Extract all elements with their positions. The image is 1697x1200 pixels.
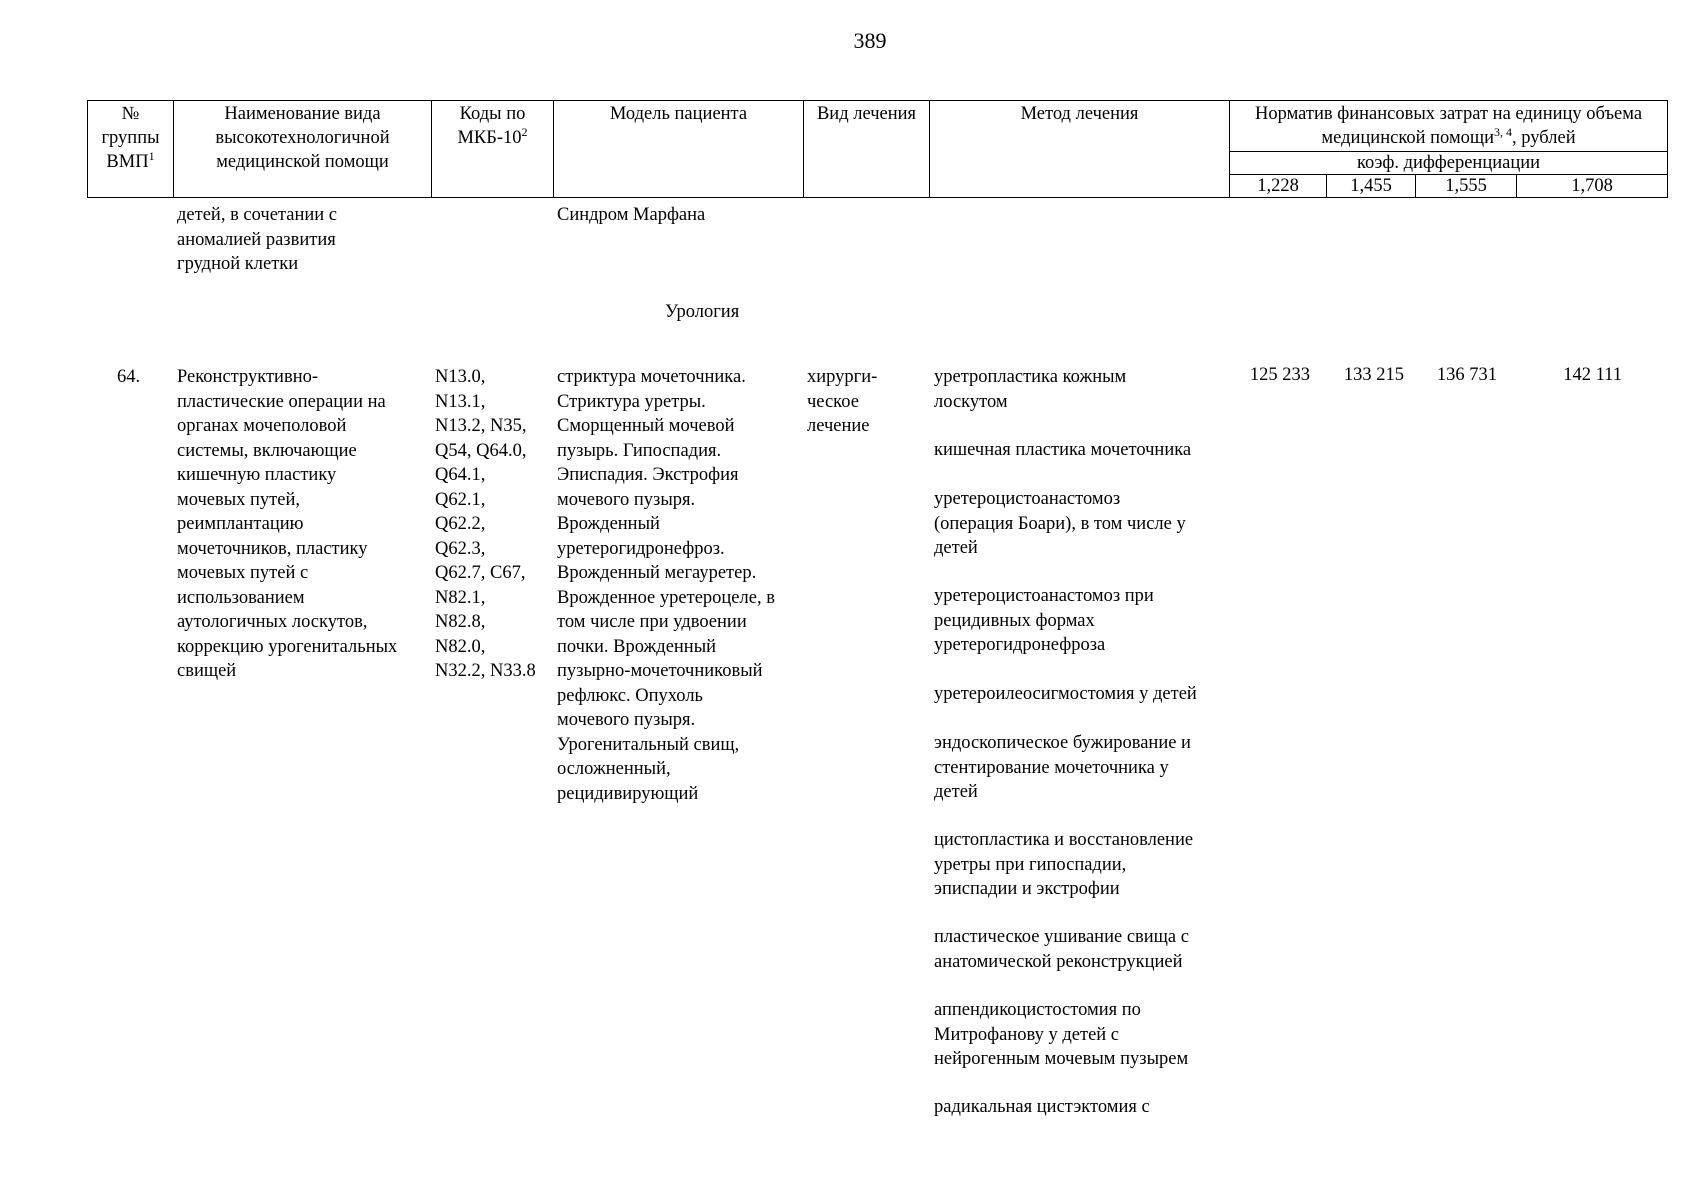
table-header — [87, 100, 1668, 198]
cost-value: 142 111 — [1563, 365, 1622, 385]
method-item: радикальная цистэктомия с — [934, 1097, 1150, 1117]
header-patient-model: Модель пациента — [554, 101, 804, 198]
row-vmp-name: Реконструктивно- пластические операции на органах мочеполовой системы, включающие кишечную пластику мочевых путей, реимплантацию мочеточников, пластику мочевых путей с использованием аутологичных лоскутов, коррекцию урогенитальных свищей — [177, 367, 398, 681]
method-item: уретропластика кожным лоскутом — [934, 367, 1127, 412]
header-norm — [1230, 101, 1668, 152]
header-coef-value: 1,455 — [1327, 175, 1416, 198]
header-mkb-codes-text: Коды по МКБ-10 — [457, 104, 526, 148]
header-coef-value: 1,708 — [1517, 175, 1668, 198]
header-norm-sup: 3, 4 — [1494, 125, 1513, 139]
cost-value: 125 233 — [1249, 365, 1310, 385]
header-coef-value: 1,228 — [1230, 175, 1327, 198]
method-item: уретероцистоанастомоз при рецидивных формах уретерогидронефроза — [934, 586, 1154, 655]
continuation-vmp-name: детей, в сочетании с аномалией развития грудной клетки — [177, 205, 337, 274]
row-treatment-type: хирурги- ческое лечение — [807, 367, 878, 436]
method-item: пластическое ушивание свища с анатомической реконструкцией — [934, 927, 1189, 972]
header-group-no-text: № группы ВМП — [101, 104, 160, 172]
header-mkb-codes-sup: 2 — [521, 125, 528, 139]
continuation-patient-model: Синдром Марфана — [557, 205, 706, 225]
method-item: аппендикоцистостомия по Митрофанову у детей с нейрогенным мочевым пузырем — [934, 1000, 1189, 1069]
method-item: уретероилеосигмостомия у детей — [934, 684, 1197, 704]
method-item: эндоскопическое бужирование и стентирование мочеточника у детей — [934, 733, 1191, 802]
header-norm-suffix: , рублей — [1512, 128, 1576, 148]
section-title: Урология — [665, 302, 740, 322]
row-mkb-codes: N13.0, N13.1, N13.2, N35, Q54, Q64.0, Q64.1, Q62.1, Q62.2, Q62.3, Q62.7, C67, N82.1, N82.8, N82.0, N32.2, N33.8 — [435, 367, 536, 681]
cost-value: 133 215 — [1343, 365, 1404, 385]
header-norm-text: Норматив финансовых затрат на единицу объема медицинской помощи — [1255, 104, 1643, 148]
page-number: 389 — [853, 28, 887, 53]
method-item: кишечная пластика мочеточника — [934, 440, 1192, 460]
header-coef: коэф. дифференциации — [1230, 152, 1668, 175]
row-patient-model: стриктура мочеточника. Стриктура уретры. Сморщенный мочевой пузырь. Гипоспадия. Эписпадия. Экстрофия мочевого пузыря. Врожденный уретерогидронефроз. Врожденный мегауретер. Врожденное уретероцеле, в том числе при удвоении почки. Врожденный пузырно-мочеточниковый рефлюкс. Опухоль мочевого пузыря. Урогенитальный свищ, осложненный, рецидивирующий — [557, 367, 775, 804]
cost-value: 136 731 — [1436, 365, 1497, 385]
header-treatment-method: Метод лечения — [930, 101, 1230, 198]
method-item: цистопластика и восстановление уретры при гипоспадии, эписпадии и экстрофии — [934, 830, 1194, 899]
header-group-no-sup: 1 — [148, 149, 155, 163]
header-vmp-name: Наименование вида высокотехнологичной медицинской помощи — [174, 101, 432, 198]
header-mkb-codes — [432, 101, 554, 198]
method-item: уретероцистоанастомоз (операция Боари), в том числе у детей — [934, 489, 1186, 558]
row-number: 64. — [117, 367, 141, 387]
header-coef-value: 1,555 — [1416, 175, 1517, 198]
header-group-no — [88, 101, 174, 198]
header-treatment-type: Вид лечения — [804, 101, 930, 198]
